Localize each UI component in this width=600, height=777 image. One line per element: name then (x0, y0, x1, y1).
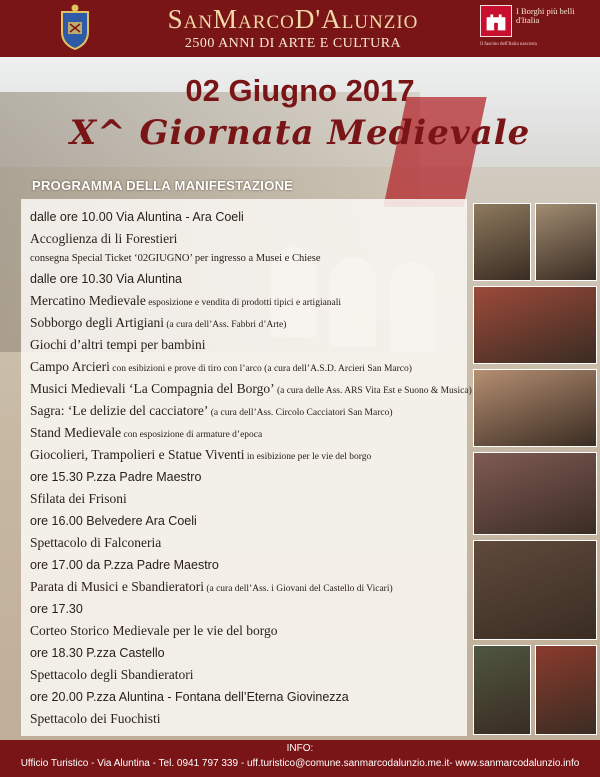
program-line-main: ore 15.30 P.zza Padre Maestro (30, 470, 202, 484)
program-line (30, 642, 470, 664)
program-line (30, 708, 470, 730)
program-line-main: Stand Medievale (30, 425, 122, 440)
program-line-main: Giochi d’altri tempi per bambini (30, 337, 206, 352)
program-line-main: Spettacolo degli Sbandieratori (30, 667, 194, 682)
photo-town-view (535, 203, 597, 281)
event-date: 02 Giugno 2017 (185, 73, 415, 108)
program-line (30, 250, 470, 268)
program-line-main: Parata di Musici e Sbandieratori (30, 579, 204, 594)
program-line-note: (a cura dell’Ass. Circolo Cacciatori San Marco) (208, 408, 393, 418)
program-line-main: dalle ore 10.00 Via Aluntina - Ara Coeli (30, 210, 244, 224)
program-line (30, 228, 470, 250)
program-line (30, 356, 470, 378)
program-line-note: (a cura dell’Ass. Fabbri d’Arte) (164, 320, 287, 330)
event-title: X^ Giornata Medievale (69, 113, 531, 153)
program-line-note: in esibizione per le vie del borgo (244, 452, 372, 462)
program-line (30, 334, 470, 356)
program-list (30, 206, 470, 730)
program-line-main: consegna Special Ticket ‘02GIUGNO’ per ingresso a Musei e Chiese (30, 253, 321, 264)
program-line-note: esposizione e vendita di prodotti tipici e artigianali (145, 298, 342, 308)
town-tagline: 2500 ANNI DI ARTE E CULTURA (184, 36, 402, 51)
program-line-main: Musici Medievali ‘La Compagnia del Borgo’ (30, 381, 275, 396)
program-line-main: dalle ore 10.30 Via Aluntina (30, 272, 182, 286)
borghi-castle-icon (480, 5, 512, 37)
program-line-main: ore 16.00 Belvedere Ara Coeli (30, 514, 197, 528)
photo-musicians-drummer (473, 203, 531, 281)
program-line (30, 206, 470, 228)
footer-contacts: Ufficio Turistico - Via Aluntina - Tel. 0941 797 339 - uff.turistico@comune.sanmarcodalunzio.me.it- www.sanmarcodalunzio.info (20, 758, 580, 769)
program-line-note: (a cura delle Ass. ARS Vita Est e Suono & Musica) (274, 386, 472, 396)
program-line (30, 466, 470, 488)
borghi-logo-subtext: Il fascino dell'Italia nascosta (480, 42, 537, 47)
program-line (30, 598, 470, 620)
program-line-main: Corteo Storico Medievale per le vie del borgo (30, 623, 278, 638)
program-line (30, 554, 470, 576)
town-crest-icon (58, 4, 92, 50)
program-line-main: Spettacolo di Falconeria (30, 535, 162, 550)
program-line-note: con esposizione di armature d’epoca (121, 430, 263, 440)
top-banner (0, 0, 600, 57)
borghi-logo-text: I Borghi più belli d'Italia (516, 6, 575, 25)
borghi-italia-logo (480, 5, 590, 51)
program-line-main: Campo Arcieri (30, 359, 110, 374)
program-heading: PROGRAMMA DELLA MANIFESTAZIONE (32, 178, 294, 193)
program-line-main: Sobborgo degli Artigiani (30, 315, 164, 330)
town-name: SanMarcoD'Alunzio (167, 4, 419, 34)
program-line (30, 268, 470, 290)
program-line (30, 686, 470, 708)
photo-jugglers (535, 645, 597, 735)
program-line-main: ore 17.30 (30, 602, 83, 616)
footer-info-label: INFO: (286, 743, 314, 754)
photo-horse-rider (473, 645, 531, 735)
program-line-main: Sfilata dei Frisoni (30, 491, 127, 506)
program-line-note: (a cura dell’Ass. i Giovani del Castello di Vicari) (203, 584, 393, 594)
program-line-main: ore 20.00 P.zza Aluntina - Fontana dell’Eterna Giovinezza (30, 690, 349, 704)
program-line (30, 444, 470, 466)
program-line (30, 378, 470, 400)
footer (0, 740, 600, 777)
program-line (30, 664, 470, 686)
program-line (30, 400, 470, 422)
program-line-main: Mercatino Medievale (30, 293, 146, 308)
program-line (30, 488, 470, 510)
program-line (30, 290, 470, 312)
program-line-main: Giocolieri, Trampolieri e Statue Viventi (30, 447, 245, 462)
program-line-main: Spettacolo dei Fuochisti (30, 711, 161, 726)
photo-falconer (473, 286, 597, 364)
program-line (30, 510, 470, 532)
program-line (30, 422, 470, 444)
program-line (30, 532, 470, 554)
program-line-main: ore 18.30 P.zza Castello (30, 646, 165, 660)
program-line-main: Sagra: ‘Le delizie del cacciatore’ (30, 403, 209, 418)
photo-flag-wavers-group (473, 540, 597, 640)
program-line (30, 576, 470, 598)
program-line-main: Accoglienza di li Forestieri (30, 231, 178, 246)
photo-costumed-crowd (473, 369, 597, 447)
program-line (30, 620, 470, 642)
program-line-note: con esibizioni e prove di tiro con l’arco (a cura dell’A.S.D. Arcieri San Marco) (109, 364, 412, 374)
photo-parade-costumes (473, 452, 597, 535)
program-line-main: ore 17.00 da P.zza Padre Maestro (30, 558, 219, 572)
program-line (30, 312, 470, 334)
